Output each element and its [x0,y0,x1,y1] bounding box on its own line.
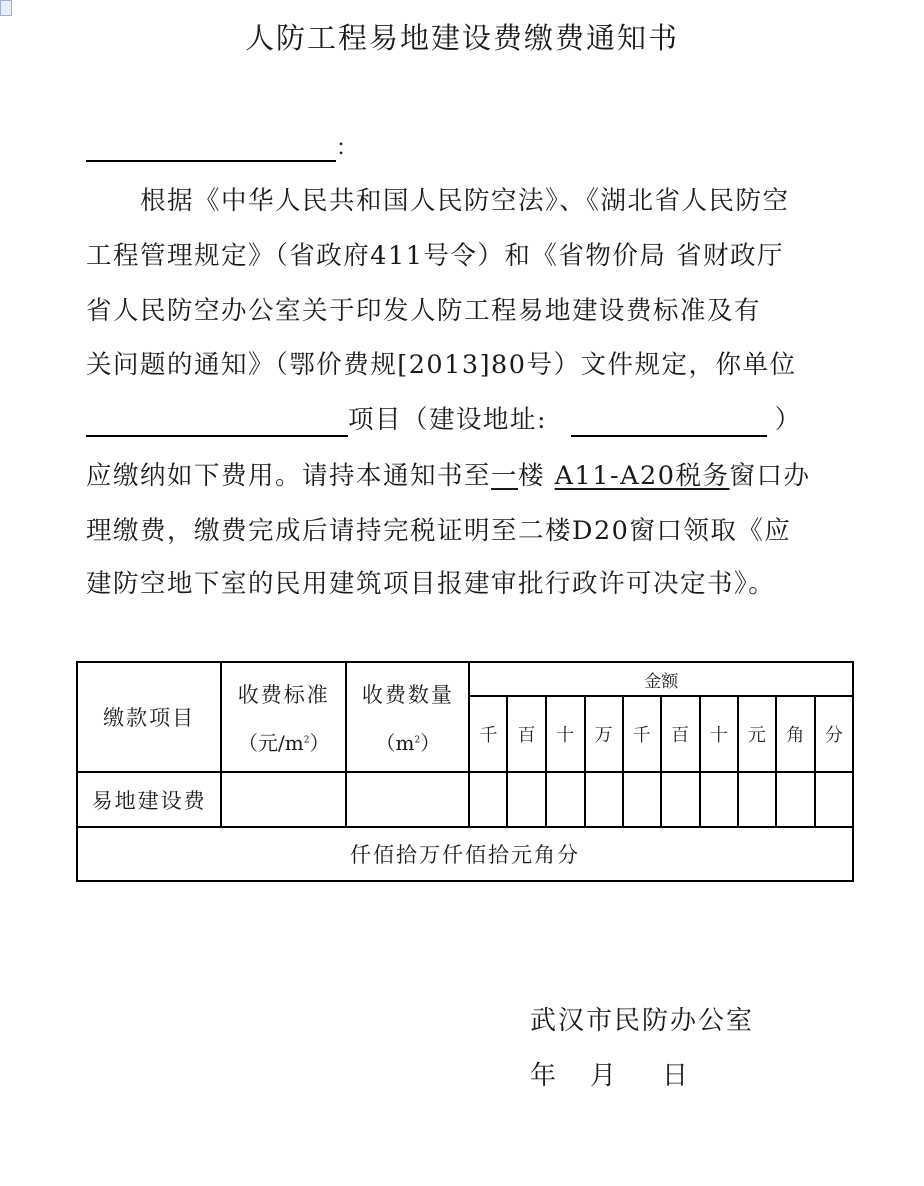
fee-table [76,661,854,882]
digit-header: 百 [661,696,700,772]
digit-header: 千 [623,696,661,772]
body-line-3: 省人民防空办公室关于印发人防工程易地建设费标准及有 [86,296,762,326]
header-quantity-unit: $(m^2)$ [375,730,441,755]
body-line-5 [86,403,802,437]
body-line-6-b: 楼 [518,461,555,491]
issue-date [530,1055,690,1092]
body-line-1: 根据《中华人民共和国人民防空法》、《湖北省人民防空 [140,186,790,216]
body-line-7: 理缴费，缴费完成后请持完税证明至二楼D20窗口领取《应 [86,516,792,546]
standard-cell[interactable] [221,772,346,827]
header-standard-unit: （元$/m^2$） [238,730,330,755]
body-line-4: 关问题的通知》（鄂价费规[2013]80号）文件规定，你单位 [86,350,797,380]
amount-digit-cell[interactable] [623,772,661,827]
floor-underlined: 一 [491,461,519,491]
address-blank [571,409,767,437]
amount-digit-cell[interactable] [546,772,585,827]
amount-digit-cell[interactable] [661,772,700,827]
issuing-office: 武汉市民防办公室 [530,1006,755,1036]
date-year: 年 [530,1061,559,1091]
digit-header: 百 [507,696,545,772]
digit-header: 十 [700,696,738,772]
amount-digit-cell[interactable] [776,772,815,827]
amount-digit-cell[interactable] [469,772,507,827]
header-quantity-label: 收费数量 [361,682,454,707]
amount-digit-cell[interactable] [507,772,545,827]
digit-header: 分 [815,696,853,772]
amount-digit-cell[interactable] [738,772,776,827]
digit-header: 万 [585,696,623,772]
digit-header: 千 [469,696,507,772]
header-quantity [346,662,469,772]
corner-marker-icon [0,0,12,16]
body-line-8: 建防空地下室的民用建筑项目报建审批行政许可决定书》。 [86,569,776,599]
digit-header: 十 [546,696,585,772]
header-standard [221,662,346,772]
window-underlined: A11-A20税务 [554,461,730,491]
date-day: 日 [662,1061,691,1091]
body-line-2: 工程管理规定》（省政府411号令）和《省物价局 省财政厅 [86,241,785,271]
project-name-blank [86,409,348,437]
address-close: ） [774,405,802,435]
addressee-colon: ： [336,136,359,161]
amount-digit-cell[interactable] [815,772,853,827]
body-line-6-a: 应缴纳如下费用。请持本通知书至 [86,461,492,491]
date-month: 月 [590,1061,619,1091]
addressee-blank [86,130,336,162]
digit-header: 角 [776,696,815,772]
project-label: 项目（建设地址: [348,405,557,435]
header-item: 缴款项目 [77,662,221,772]
quantity-cell[interactable] [346,772,469,827]
header-standard-label: 收费标准 [237,682,330,707]
header-amount: 金额 [469,662,853,696]
body-line-6-c: 窗口办 [729,461,811,491]
table-row [77,772,853,827]
row-item-label: 易地建设费 [77,772,221,827]
body-line-6 [86,459,811,493]
amount-digit-cell[interactable] [585,772,623,827]
digit-header: 元 [738,696,776,772]
amount-digit-cell[interactable] [700,772,738,827]
capital-amount-row: 仟佰拾万仟佰拾元角分 [77,827,853,881]
document-title: 人防工程易地建设费缴费通知书 [244,21,679,55]
addressee-line [86,130,358,162]
